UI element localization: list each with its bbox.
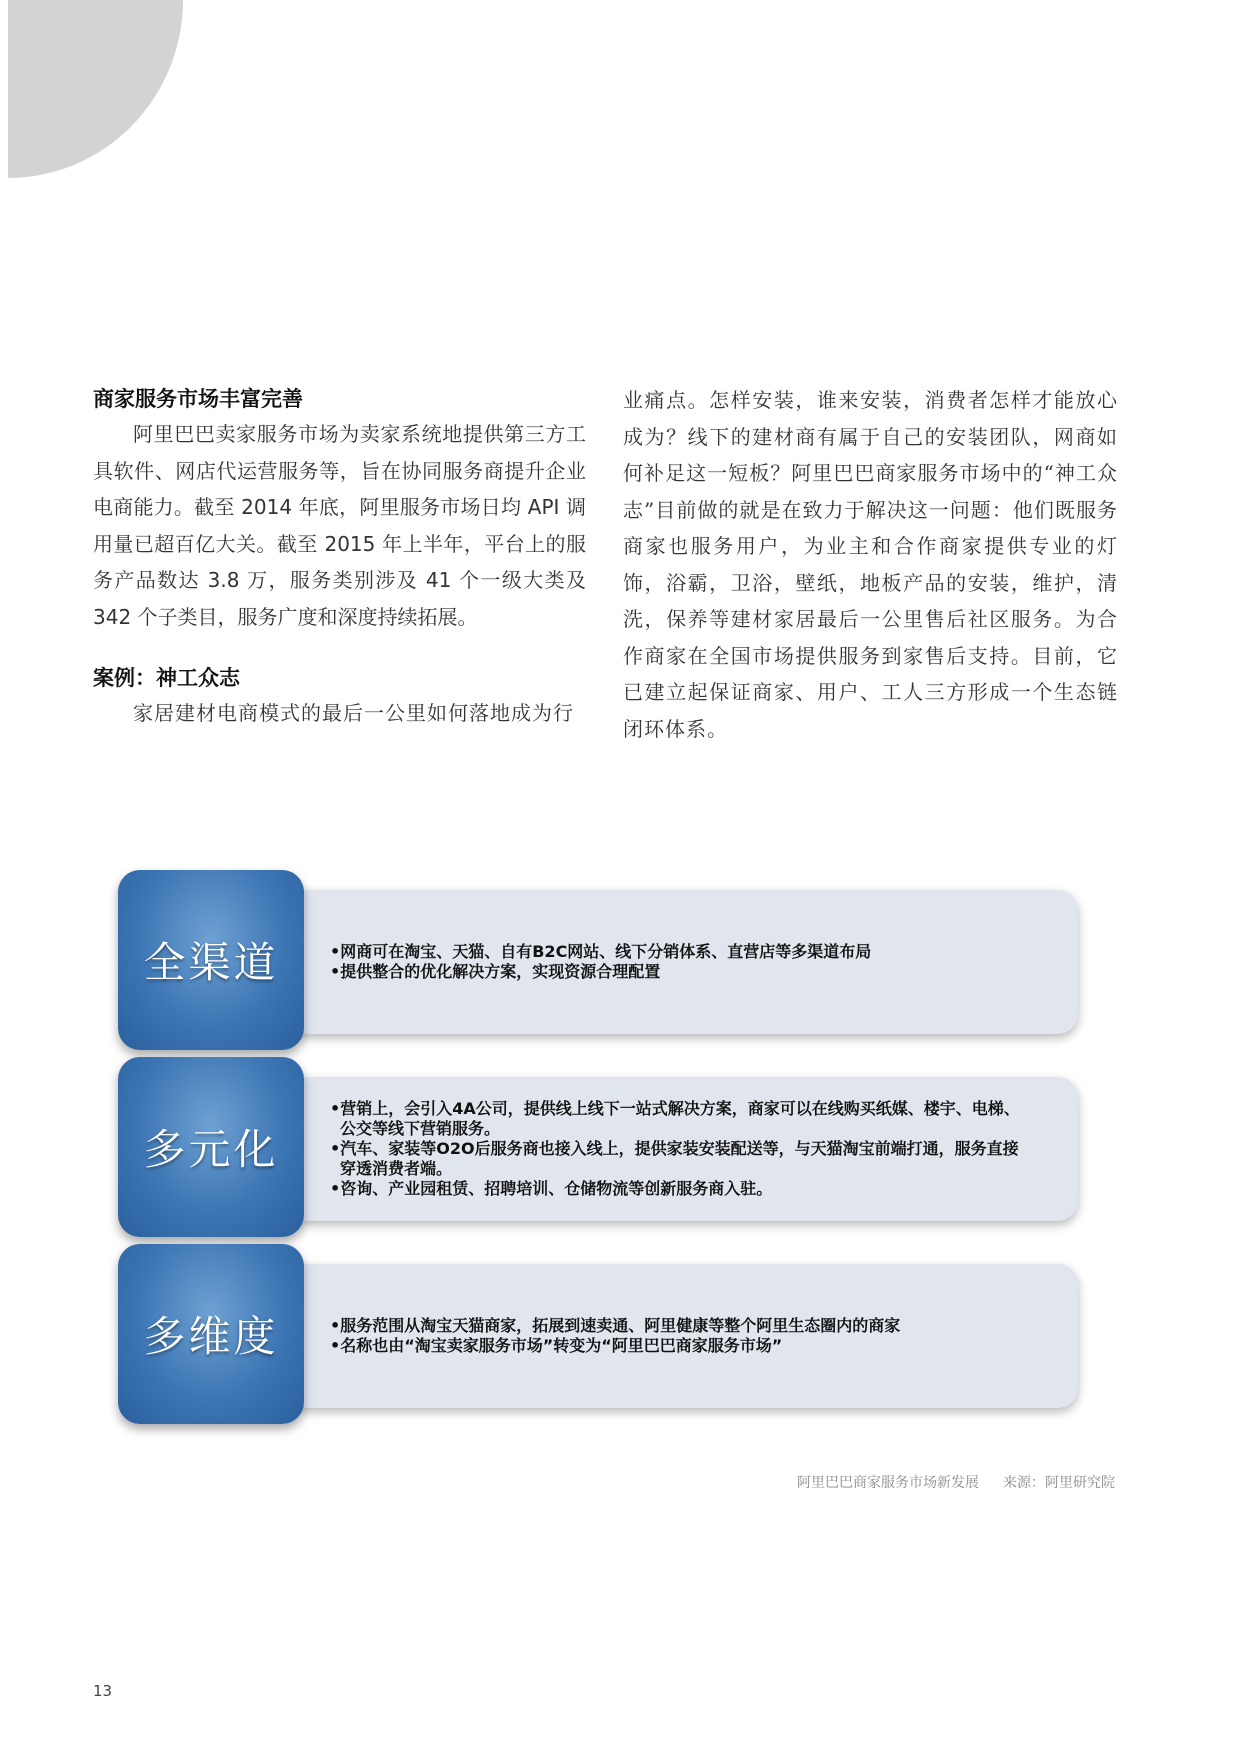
diagram-tile — [118, 1244, 304, 1424]
diagram-tile — [118, 870, 304, 1050]
bullet-list — [288, 942, 1025, 982]
bullet-item: • 服务范围从淘宝天猫商家，拓展到速卖通、阿里健康等整个阿里生态圈内的商家 — [330, 1316, 1025, 1336]
diagram-row-omnichannel — [118, 870, 1093, 1052]
corner-decoration — [8, 0, 183, 178]
case-heading: 案例：神工众志 — [93, 666, 240, 690]
bullet-item: • 提供整合的优化解决方案，实现资源合理配置 — [330, 962, 1025, 982]
diagram-panel — [288, 890, 1078, 1034]
right-column — [623, 382, 1118, 747]
page-number: 13 — [93, 1682, 113, 1700]
case-paragraph: 家居建材电商模式的最后一公里如何落地成为行 — [133, 701, 574, 725]
bullet-item: • 营销上，会引入4A公司，提供线上线下一站式解决方案，商家可以在线购买纸媒、楼宇、电梯、公交等线下营销服务。 — [330, 1099, 1025, 1139]
tile-title: 多元化 — [143, 1125, 279, 1174]
left-column — [93, 382, 586, 732]
bullet-list — [288, 1099, 1025, 1199]
section-heading: 商家服务市场丰富完善 — [93, 387, 303, 411]
bullet-item: • 汽车、家装等O2O后服务商也接入线上，提供家装安装配送等，与天猫淘宝前端打通，服务直接穿透消费者端。 — [330, 1139, 1025, 1179]
diagram-tile — [118, 1057, 304, 1237]
section-paragraph: 阿里巴巴卖家服务市场为卖家系统地提供第三方工具软件、网店代运营服务等，旨在协同服务商提升企业电商能力。截至 2014 年底，阿里服务市场日均 API 调用量已超百亿大关。截至 2015 年上半年，平台上的服务产品数达 3.8 万，服务类别涉及 41 个一级大类及 342 个子类目，服务广度和深度持续拓展。 — [93, 422, 586, 629]
bullet-item: • 咨询、产业园租赁、招聘培训、仓储物流等创新服务商入驻。 — [330, 1179, 1025, 1199]
diagram-panel — [288, 1264, 1078, 1408]
tile-title: 多维度 — [143, 1312, 279, 1361]
figure-caption — [780, 1472, 1115, 1492]
diagram-row-multidimensional — [118, 1244, 1093, 1426]
caption-source: 来源：阿里研究院 — [1003, 1475, 1115, 1491]
bullet-list — [288, 1316, 1025, 1356]
caption-title: 阿里巴巴商家服务市场新发展 — [797, 1475, 979, 1491]
service-market-diagram — [118, 870, 1093, 1430]
diagram-panel — [288, 1077, 1078, 1221]
diagram-row-diversified — [118, 1057, 1093, 1239]
bullet-item: • 名称也由“淘宝卖家服务市场”转变为“阿里巴巴商家服务市场” — [330, 1336, 1025, 1356]
right-paragraph: 业痛点。怎样安装，谁来安装，消费者怎样才能放心成为？线下的建材商有属于自己的安装团队，网商如何补足这一短板？阿里巴巴商家服务市场中的“神工众志”目前做的就是在致力于解决这一问题：他们既服务商家也服务用户，为业主和合作商家提供专业的灯饰，浴霸，卫浴，壁纸，地板产品的安装，维护，清洗，保养等建材家居最后一公里售后社区服务。为合作商家在全国市场提供服务到家售后支持。目前，它已建立起保证商家、用户、工人三方形成一个生态链闭环体系。 — [623, 388, 1118, 741]
tile-title: 全渠道 — [143, 938, 279, 987]
bullet-item: • 网商可在淘宝、天猫、自有B2C网站、线下分销体系、直营店等多渠道布局 — [330, 942, 1025, 962]
